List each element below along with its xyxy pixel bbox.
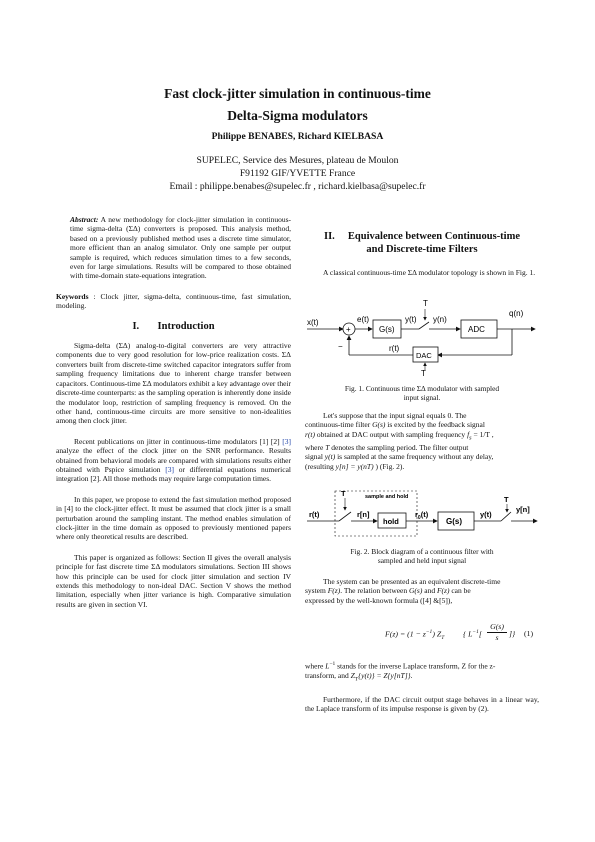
intro-paragraph-4: This paper is organized as follows: Section II gives the overall analysis principle for fast discrete time ΣΔ modulators simulations. Section III shows how this principle can be used for clock jitter simulation and section IV extends this methodology to non-ideal DAC. Section V shows the method limitation, especially when jitter variance is high. Comparative simulation results are given in section VI. xyxy=(56,552,291,609)
p5-text: Furthermore, if the DAC circuit output stage behaves in a linear way, the Laplace transform of its impulse response is given by (2). xyxy=(305,695,539,714)
t-top-label: T xyxy=(423,299,428,308)
eq1-sub: T xyxy=(441,635,445,642)
r0-sub: 0 xyxy=(417,515,421,521)
p4-i: . xyxy=(410,670,413,680)
right-column xyxy=(305,230,539,277)
sampler-switch-3 xyxy=(501,512,511,521)
affiliation-line-2: F91192 GIF/YVETTE France xyxy=(239,168,356,179)
rt-label: r(t) xyxy=(309,510,320,519)
figure-2-caption-line-1: Fig. 2. Block diagram of a continuous filter with xyxy=(350,547,494,556)
figure-2 xyxy=(305,488,539,538)
section-1-number: I. xyxy=(132,320,140,332)
intro-p2-part-b: analyze the effect of the clock jitter on the SNR performance. Results obtained from behavioral models are compared with simulations results either obtained with Pspice simulation xyxy=(56,446,291,474)
p3-e: and xyxy=(422,586,437,596)
p4-line-1 xyxy=(305,660,539,671)
eq1-mid: ) Z xyxy=(432,629,442,639)
figure-2-diagram xyxy=(305,488,539,538)
citation-link-3-second[interactable]: [3] xyxy=(165,464,174,474)
p4-g: T xyxy=(354,676,359,683)
intro-paragraph-3: In this paper, we propose to extend the fast simulation method proposed in [4] to the clock-jitter effect. It must be assumed that clock jitter is a small perturbation around the sampling instant. The method enables simulation of clock-jitter in the time domain as opposed to previously mentioned papers where only theoretical results are described. xyxy=(56,494,291,542)
p2-line-3 xyxy=(305,430,539,443)
affiliation-line-3: Email : philippe.benabes@supelec.fr , richard.kielbasa@supelec.fr xyxy=(169,181,426,192)
equation-1-label: (1) xyxy=(524,629,534,638)
section-1-heading xyxy=(56,322,291,331)
eq1-lhs-text: F(z) = (1 − z xyxy=(385,629,426,639)
p2-line-3-c: f xyxy=(467,429,470,439)
t-bottom-label: T xyxy=(421,369,426,378)
p2-line-4 xyxy=(305,443,539,452)
p2-line-2-a: continuous-time filter xyxy=(305,420,373,430)
intro-paragraph-1: Sigma-delta (ΣΔ) analog-to-digital converters are very attractive components due to very good resolution for low-price realization costs. ΣΔ converters built from discrete-time switched capacitor integrators suffer from sampling frequency limitations due to inherent charge transfer between capacitors. Continuous-time ΣΔ modulators exhibit a key advantage over their discrete-time counterparts: as the sampling operation is inherently done inside the modulator loop, restriction of sampling frequency is removed. On the other hand, continuous-time circuits are more sensitive to non-idealities among then clock jitter. xyxy=(56,341,291,426)
rn-label: r[n] xyxy=(357,510,370,519)
sampler-switch xyxy=(419,322,429,329)
p4-f: Z xyxy=(350,670,355,680)
p3-line-1: The system can be presented as an equivalent discrete-time xyxy=(323,577,501,586)
t2-label: T xyxy=(504,495,509,504)
p4-h: {y(t)} = Z{y[nT]} xyxy=(358,670,411,680)
p2-line-2-c: is excited by the feedback signal xyxy=(385,420,485,430)
yt-label: y(t) xyxy=(480,510,492,519)
figure-1-diagram xyxy=(305,298,539,378)
yn-label-2: y[n] xyxy=(516,505,530,514)
q-label: q(n) xyxy=(509,309,524,318)
e-label: e(t) xyxy=(357,315,369,324)
yn-label: y(n) xyxy=(433,315,447,324)
p4-e: transform, and xyxy=(305,670,351,680)
p3-d: G(s) xyxy=(409,586,423,596)
figure-1 xyxy=(305,298,539,378)
t1-label: T xyxy=(341,489,346,498)
equation-1 xyxy=(385,622,516,650)
sampler-switch-2 xyxy=(339,512,351,521)
section-2-heading xyxy=(305,230,539,256)
r0-tail: (t) xyxy=(420,510,429,519)
p2-line-5-a: signal xyxy=(305,452,325,462)
r0-label xyxy=(415,510,429,521)
title-line-1: Fast clock-jitter simulation in continuous-time xyxy=(164,86,431,101)
g-label: G(s) xyxy=(379,325,395,334)
figure-1-caption-line-1: Fig. 1. Continuous time ΣΔ modulator with sampled xyxy=(344,384,500,393)
figure-2-caption-line-2: sampled and held input signal xyxy=(377,556,467,566)
authors: Philippe BENABES, Richard KIELBASA xyxy=(211,131,384,142)
left-column xyxy=(56,215,291,609)
p3-line-3: expressed by the well-known formula ([4] &[5]), xyxy=(305,595,453,605)
figure-1-caption-line-2: input signal. xyxy=(403,393,441,403)
abstract-label: Abstract: xyxy=(70,215,99,224)
section-2-title-line-2: and Discrete-time Filters xyxy=(366,244,478,255)
adc-label: ADC xyxy=(468,325,485,334)
p3-g: can be xyxy=(449,586,471,596)
keywords xyxy=(56,292,291,311)
intro-p2-part-c: or differential equations numerical integration [2]. All those methods may require large computation times. xyxy=(56,464,291,484)
p4-d: stands for the inverse Laplace transform, Z for the z- xyxy=(335,661,496,671)
p2-line-4-c: denotes the sampling period. The filter output xyxy=(329,442,469,452)
p2-line-3-b: obtained at DAC output with sampling frequency xyxy=(315,429,468,439)
section-2-number: II. xyxy=(323,231,335,242)
p3-f: F(z) xyxy=(436,586,450,596)
section-2-paragraph-5 xyxy=(305,695,539,714)
dac-label: DAC xyxy=(416,351,432,360)
affiliation-line-1: SUPELEC, Service des Mesures, plateau de Moulon xyxy=(196,155,399,166)
eq1-laplace: { $L^{-1}$[ xyxy=(463,629,482,639)
r-label: r(t) xyxy=(389,344,400,353)
minus-sign: − xyxy=(338,342,343,351)
intro-p2-part-a: Recent publications on jitter in continuous-time modulators [1] [2] xyxy=(74,436,283,446)
p2-line-2-b: G(s) xyxy=(372,420,386,430)
p4-line-2 xyxy=(305,671,539,685)
p2-line-3-a: r(t) xyxy=(305,429,315,439)
p4-b: L xyxy=(325,661,330,671)
section-2-paragraph-4 xyxy=(305,660,539,685)
p2-line-4-b: T xyxy=(325,442,330,452)
keywords-text: : Clock jitter, sigma-delta, continuous-time, fast simulation, modeling. xyxy=(56,291,291,311)
x-label: x(t) xyxy=(307,318,319,327)
section-2-paragraph-3 xyxy=(305,577,539,605)
abstract xyxy=(56,215,291,281)
p2-line-6-b: y[n] = y(nT) xyxy=(335,461,374,471)
eq1-numerator: G(s) xyxy=(487,622,507,633)
keywords-label: Keywords xyxy=(56,291,89,301)
g-label-2: G(s) xyxy=(446,517,462,526)
p3-line-2 xyxy=(305,586,539,595)
p4-c: −1 xyxy=(329,661,336,667)
p3-b: F(z) xyxy=(327,586,341,596)
title-line-2: Delta-Sigma modulators xyxy=(227,108,368,123)
p2-line-6-c: ) (Fig. 2). xyxy=(373,461,405,471)
p4-a: where xyxy=(305,661,326,671)
p3-a: system xyxy=(305,586,328,596)
p2-line-2 xyxy=(305,420,539,429)
p2-line-5 xyxy=(305,452,539,461)
abstract-text: A new methodology for clock-jitter simulation in continuous-time sigma-delta (ΣΔ) converters is proposed. This analysis method, based on a previously published method uses a discrete time simulator, more efficient than an analog simulator. Only one sample per output sample is required, which reduces simulation times to a few seconds, even for large simulations. Results will be compared to those obtained with time-domain state-equations integration. xyxy=(70,215,291,281)
section-2-paragraph-2 xyxy=(305,411,539,471)
citation-link-3[interactable]: [3] xyxy=(282,436,291,446)
figure-2-caption xyxy=(305,547,539,565)
p2-line-5-b: y(t) xyxy=(324,452,336,462)
eq1-sup: −1 xyxy=(425,629,433,635)
intro-paragraph-2 xyxy=(56,437,291,484)
p2-line-1: Let's suppose that the input signal equals 0. The xyxy=(323,411,467,420)
p2-line-3-e: = 1/T , xyxy=(471,429,494,439)
p2-line-5-c: is sampled at the same frequency without any delay, xyxy=(335,452,494,462)
section-2-paragraph-1: A classical continuous-time ΣΔ modulator topology is shown in Fig. 1. xyxy=(323,268,536,277)
p2-line-6 xyxy=(305,462,539,471)
p3-c: . The relation between xyxy=(340,586,410,596)
section-1-title: Introduction xyxy=(157,320,215,332)
r0-main: r xyxy=(415,510,418,519)
eq1-fraction xyxy=(487,622,507,643)
p2-line-3-d: s xyxy=(469,434,472,442)
hold-label: hold xyxy=(383,517,399,526)
plus-sign: + xyxy=(346,325,351,334)
figure-1-caption xyxy=(305,384,539,402)
eq1-lhs xyxy=(385,629,444,641)
p2-line-4-a: where xyxy=(305,442,326,452)
eq1-denominator: s xyxy=(495,633,499,642)
sample-hold-label: sample and hold xyxy=(365,494,409,500)
section-2-title-line-1: Equivalence between Continuous-time xyxy=(347,231,521,242)
y-label: y(t) xyxy=(405,315,417,324)
eq1-close: ]} xyxy=(509,629,516,638)
p2-line-6-a: (resulting xyxy=(305,461,336,471)
